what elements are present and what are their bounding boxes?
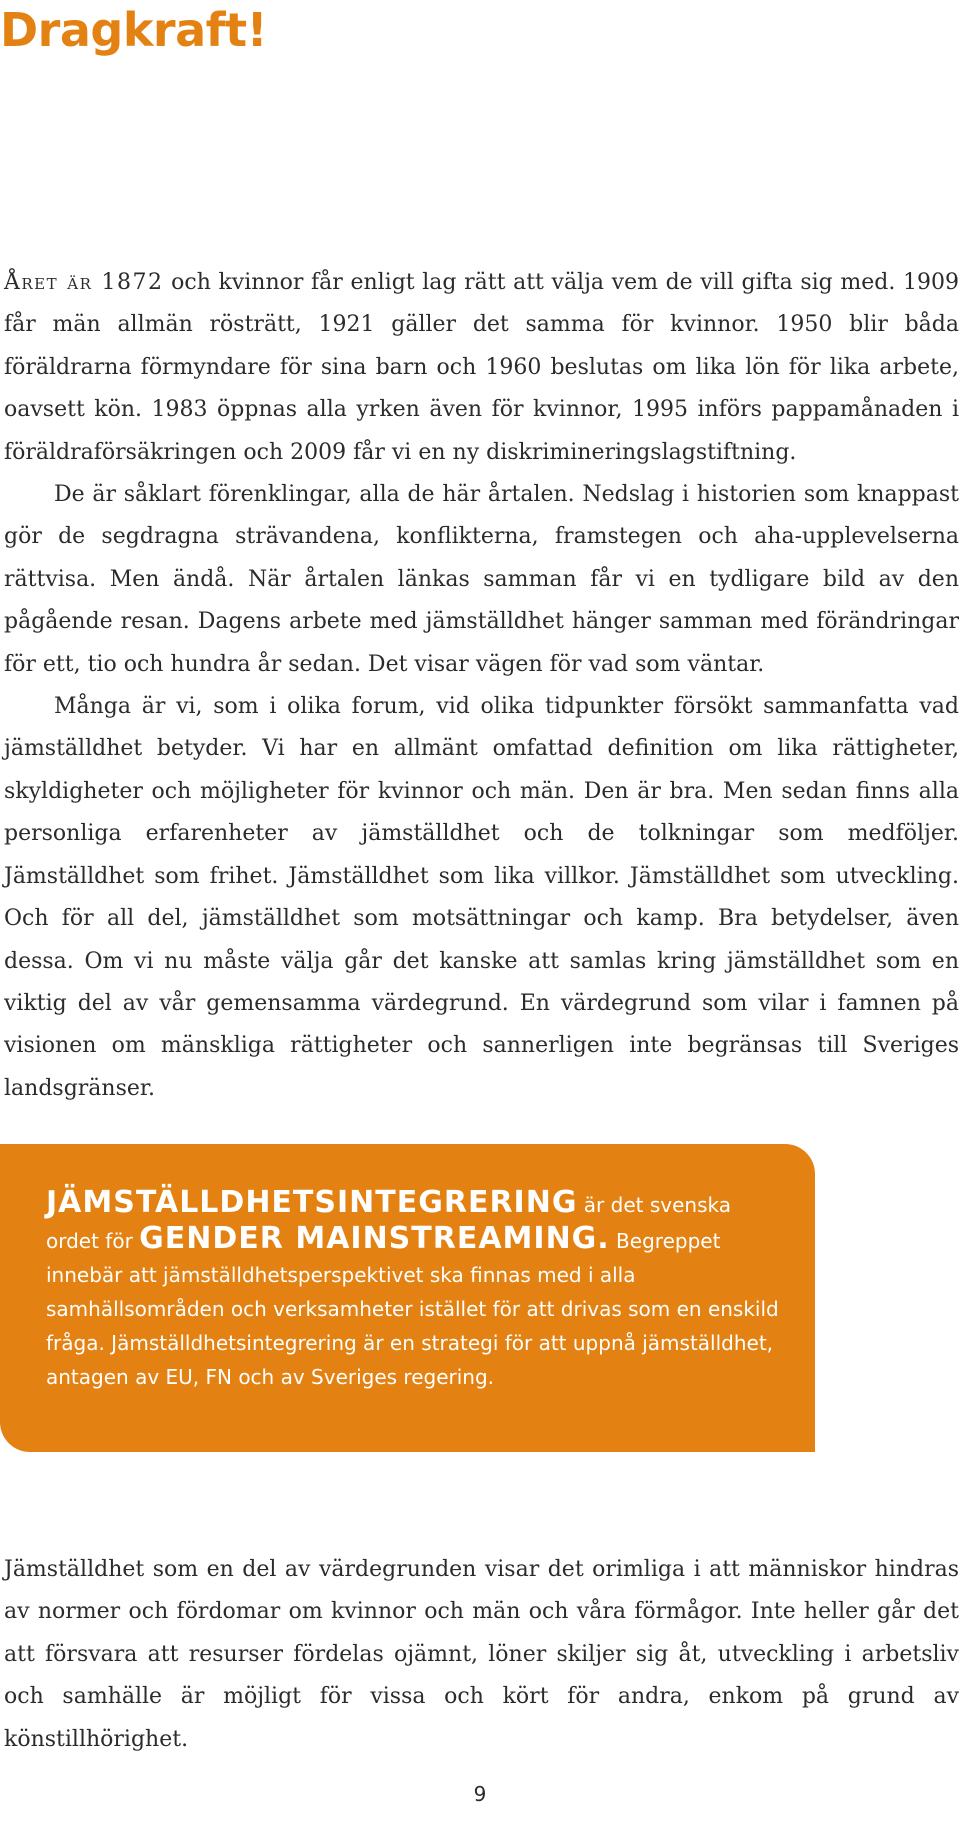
lead-smallcaps: Året är 1872 xyxy=(4,270,164,295)
paragraph-2: De är såklart förenklingar, alla de här årtalen. Nedslag i historien som knappast gör de segdragna strävandena, konflikterna, framstegen och aha-upplevelserna rättvisa. Men ändå. När årtalen länkas samman får vi en tydligare bild av den pågående resan. Dagens arbete med jämställdhet hänger samman med förändringar för ett, tio och hundra år sedan. Det visar vägen för vad som väntar. xyxy=(4,482,959,677)
info-term-1: JÄMSTÄLLDHETSINTEGRERING xyxy=(46,1185,578,1220)
info-text-1: är det svenska ordet för xyxy=(46,1193,731,1253)
info-box xyxy=(0,1144,815,1452)
page-title: Dragkraft! xyxy=(0,3,268,57)
closing-text xyxy=(4,1549,959,1761)
main-text xyxy=(4,262,959,1110)
paragraph-1 xyxy=(4,262,959,474)
paragraph-3: Många är vi, som i olika forum, vid olika tidpunkter försökt sammanfatta vad jämställdhet betyder. Vi har en allmänt omfattad definition om lika rättigheter, skyldigheter och möjligheter för kvinnor och män. Den är bra. Men sedan finns alla personliga erfarenheter av jämställdhet och de tolkningar som medföljer. Jämställdhet som frihet. Jämställdhet som lika villkor. Jämställdhet som utveckling. Och för all del, jämställdhet som motsättningar och kamp. Bra betydelser, även dessa. Om vi nu måste välja går det kanske att samlas kring jämställdhet som en viktig del av vår gemensamma värdegrund. En värdegrund som vilar i famnen på visionen om mänskliga rättigheter och sannerligen inte begränsas till Sveriges landsgränser. xyxy=(4,694,959,1101)
info-text-2: Begreppet innebär att jämställdhetsperspektivet ska finnas med i alla samhällsområden och verksamheter istället för att drivas som en enskild fråga. Jämställdhetsintegrering är en strategi för att uppnå jämställdhet, antagen av EU, FN och av Sveriges regering. xyxy=(46,1229,779,1389)
closing-paragraph: Jämställdhet som en del av värdegrunden visar det orimliga i att människor hindras av normer och fördomar om kvinnor och män och våra förmågor. Inte heller går det att försvara att resurser fördelas ojämnt, löner skiljer sig åt, utveckling i arbetsliv och samhälle är möjligt för vissa och kört för andra, enkom på grund av könstillhörighet. xyxy=(4,1557,959,1752)
page-number: 9 xyxy=(473,1782,487,1806)
paragraph-1-text: och kvinnor får enligt lag rätt att välja vem de vill gifta sig med. 1909 får män allmän rösträtt, 1921 gäller det samma för kvinnor. 1950 blir båda föräldrarna förmyndare för sina barn och 1960 beslutas om lika lön för lika arbete, oavsett kön. 1983 öppnas alla yrken även för kvinnor, 1995 införs pappamånaden i föräldraförsäkringen och 2009 får vi en ny diskrimineringslagstiftning. xyxy=(4,270,959,465)
info-term-2: GENDER MAINSTREAMING. xyxy=(139,1221,610,1256)
